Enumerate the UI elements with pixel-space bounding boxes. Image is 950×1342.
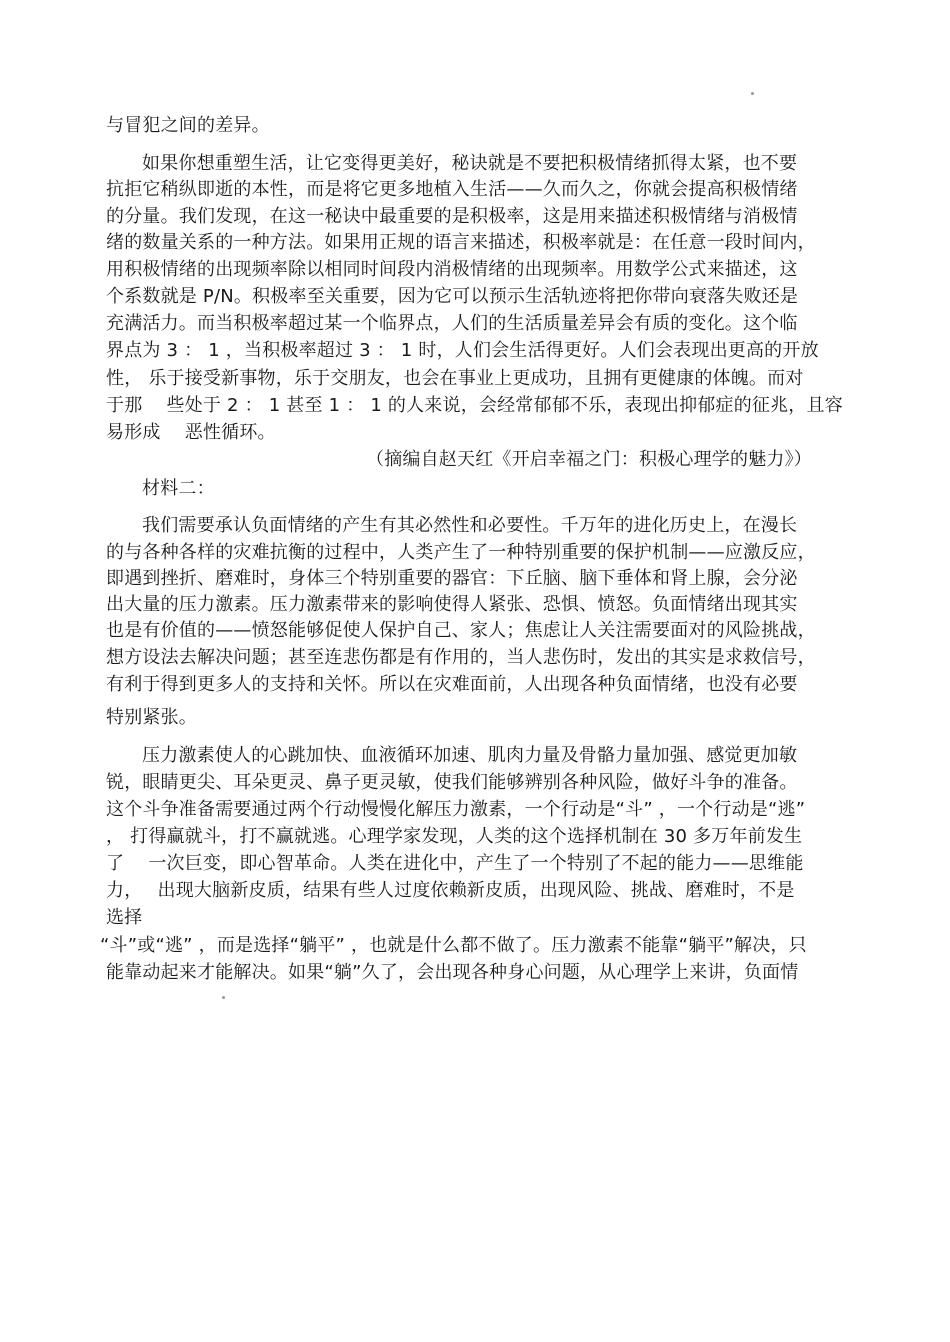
text-line: 的分量。我们发现，在这一秘诀中最重要的是积极率，这是用来描述积极情绪与消极情 (106, 206, 798, 227)
text-line: 抗拒它稍纵即逝的本性，而是将它更多地植入生活——久而久之，你就会提高积极情绪 (106, 179, 798, 200)
source-citation: （摘编自赵天红《开启幸福之门：积极心理学的魅力》） (366, 449, 812, 470)
text-line: 用积极情绪的出现频率除以相同时间段内消极情绪的出现频率。用数学公式来描述，这 (106, 259, 798, 280)
page-mark-dot (222, 996, 225, 999)
page-mark-dot (751, 92, 754, 95)
text-line: 这个斗争准备需要通过两个行动慢慢化解压力激素，一个行动是“斗” ，一个行动是“逃” (106, 799, 806, 820)
text-line: 界点为 3 ： 1 ，当积极率超过 3 ： 1 时，人们会生活得更好。人们会表现出更高的开放 (106, 340, 819, 361)
text-line: 也是有价值的——愤怒能够促使人保护自己、家人；焦虑让人关注需要面对的风险挑战， (106, 620, 816, 641)
text-line: 能靠动起来才能解决。如果“躺”久了，会出现各种身心问题，从心理学上来讲，负面情 (106, 962, 799, 983)
text-line: 绪的数量关系的一种方法。如果用正规的语言来描述，积极率就是：在任意一段时间内， (106, 232, 816, 253)
paragraph-first-line: 我们需要承认负面情绪的产生有其必然性和必要性。千万年的进化历史上，在漫长 (142, 515, 798, 536)
text-line: 充满活力。而当积极率超过某一个临界点，人们的生活质量差异会有质的变化。这个临 (106, 313, 798, 334)
text-line: 出大量的压力激素。压力激素带来的影响使得人紧张、恐惧、愤怒。负面情绪出现其实 (106, 594, 798, 615)
text-line: 与冒犯之间的差异。 (106, 115, 270, 136)
text-line: 的与各种各样的灾难抗衡的过程中，人类产生了一种特别重要的保护机制——应激反应， (106, 542, 816, 563)
section-heading: 材料二： (142, 478, 215, 499)
paragraph-first-line: 压力激素使人的心跳加快、血液循环加速、肌肉力量及骨骼力量加强、感觉更加敏 (142, 745, 798, 766)
text-line: “斗”或“逃” ，而是选择“躺平” ，也就是什么都不做了。压力激素不能靠“躺平”解决，只 (100, 935, 807, 956)
text-line: 特别紧张。 (106, 707, 197, 728)
text-line: ， 打得赢就斗，打不赢就逃。心理学家发现，人类的这个选择机制在 30 多万年前发生 (106, 826, 803, 847)
text-line: 了 一次巨变，即心智革命。人类在进化中，产生了一个特别了不起的能力——思维能 (106, 853, 804, 874)
text-line: 易形成 恶性循环。 (106, 422, 276, 443)
text-line: 想方设法去解决问题；甚至连悲伤都是有作用的，当人悲伤时，发出的其实是求救信号， (106, 647, 816, 668)
text-line: 于那 些处于 2 ： 1 甚至 1 ： 1 的人来说，会经常郁郁不乐，表现出抑郁症的征兆，且容 (106, 395, 843, 416)
text-line: 选择 (106, 907, 143, 928)
paragraph-first-line: 如果你想重塑生活，让它变得更美好，秘诀就是不要把积极情绪抓得太紧，也不要 (142, 153, 798, 174)
text-line: 锐，眼睛更尖、耳朵更灵、鼻子更灵敏，使我们能够辨别各种风险，做好斗争的准备。 (106, 772, 798, 793)
text-line: 即遇到挫折、磨难时，身体三个特别重要的器官：下丘脑、脑下垂体和肾上腺，会分泌 (106, 568, 798, 589)
text-line: 力， 出现大脑新皮质，结果有些人过度依赖新皮质，出现风险、挑战、磨难时，不是 (106, 880, 795, 901)
text-line: 个系数就是 P/N。积极率至关重要，因为它可以预示生活轨迹将把你带向衰落失败还是 (106, 286, 799, 307)
text-line: 有利于得到更多人的支持和关怀。所以在灾难面前，人出现各种负面情绪，也没有必要 (106, 674, 798, 695)
text-line: 性， 乐于接受新事物，乐于交朋友，也会在事业上更成功，且拥有更健康的体魄。而对 (106, 368, 804, 389)
